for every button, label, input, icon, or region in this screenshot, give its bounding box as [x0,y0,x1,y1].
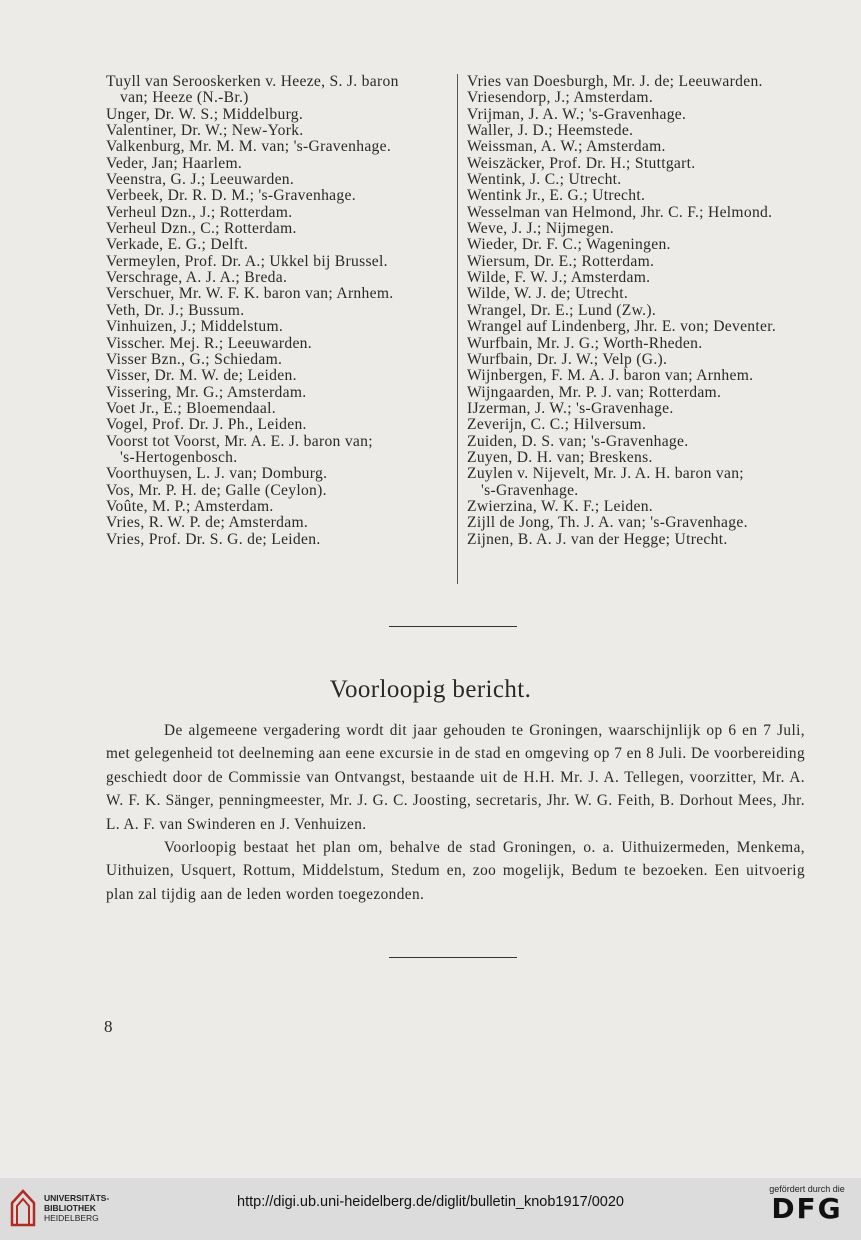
member-entry [467,172,815,188]
member-entry-text: Verschrage, A. J. A.; Breda. [106,269,288,287]
member-entry-text: Wentink Jr., E. G.; Utrecht. [467,187,646,205]
member-entry [106,352,454,368]
member-entry-text: Wijnbergen, F. M. A. J. baron van; Arnhem. [467,367,754,385]
member-entry [106,286,454,302]
member-entry-text: Visser Bzn., G.; Schiedam. [106,350,283,368]
member-entry-text: Unger, Dr. W. S.; Middelburg. [106,105,304,123]
dfg-logo-text: DFG [771,1192,843,1225]
member-entry [106,368,454,384]
member-entry [467,286,815,302]
member-entry [106,532,454,548]
member-entry-text: Vrijman, J. A. W.; 's-Gravenhage. [467,105,687,123]
member-entry-text: Voorthuysen, L. J. van; Domburg. [106,465,328,483]
member-entry-text: Verheul Dzn., J.; Rotterdam. [106,203,293,221]
member-entry-text: Weissman, A. W.; Amsterdam. [467,138,666,156]
member-entry [467,139,815,155]
member-entry [106,515,454,531]
member-list-left [106,74,454,548]
paragraph: De algemeene vergadering wordt dit jaar gehouden te Groningen, waarschijnlijk op 6 en 7 Juli, met gelegenheid tot deelneming aan eene excursie in de stad en omgeving op 7 en 8 Juli. De voorbereiding geschiedt door de Commissie van Ontvangst, bestaande uit de H.H. Mr. J. A. Tellegen, voorzitter, Mr. A. W. F. K. Sänger, penningmeester, Mr. J. G. C. Joosting, secretaris, Jhr. W. G. Feith, B. Dorhout Mees, Jhr. L. A. F. van Swinderen en J. Venhuizen. [106,722,805,833]
member-entry [467,303,815,319]
member-entry [467,368,815,384]
member-entry [106,221,454,237]
member-entry-text: Vries van Doesburgh, Mr. J. de; Leeuwarden. [467,73,763,90]
member-entry [467,188,815,204]
member-entry [467,499,815,515]
member-entry-text: Zijll de Jong, Th. J. A. van; 's-Gravenhage. [467,514,748,532]
member-entry-text: Verbeek, Dr. R. D. M.; 's-Gravenhage. [106,187,356,205]
member-entry-text: Wijngaarden, Mr. P. J. van; Rotterdam. [467,383,722,401]
member-entry [467,205,815,221]
member-entry-text: Vries, R. W. P. de; Amsterdam. [106,514,309,532]
member-entry-text: Veenstra, G. J.; Leeuwarden. [106,171,295,189]
member-entry-text: Valkenburg, Mr. M. M. van; 's-Gravenhage. [106,138,392,156]
member-entry-text: Vinhuizen, J.; Middelstum. [106,318,284,336]
member-entry-continuation: 's-Hertogenbosch. [120,448,238,466]
member-entry [106,319,454,335]
member-entry [467,515,815,531]
member-entry [467,107,815,123]
member-entry-continuation: 's-Gravenhage. [481,481,579,499]
member-entry [467,352,815,368]
member-entry [467,385,815,401]
member-entry [467,90,815,106]
section-rule-top [389,626,517,627]
member-entry-text: Wieder, Dr. F. C.; Wageningen. [467,236,671,254]
member-entry [467,237,815,253]
member-entry-text: Voet Jr., E.; Bloemendaal. [106,399,276,417]
member-entry [467,270,815,286]
member-entry [106,303,454,319]
member-entry-text: Verkade, E. G.; Delft. [106,236,249,254]
member-entry-text: Visscher. Mej. R.; Leeuwarden. [106,334,312,352]
page-number: 8 [104,1017,113,1036]
section-body [106,719,805,906]
member-entry-text: Vries, Prof. Dr. S. G. de; Leiden. [106,530,321,548]
member-entry [467,336,815,352]
member-entry-text: Vissering, Mr. G.; Amsterdam. [106,383,307,401]
member-entry-continuation: van; Heeze (N.-Br.) [120,89,249,107]
member-entry [467,450,815,466]
member-entry [106,172,454,188]
member-entry [106,107,454,123]
library-name-line2: BIBLIOTHEK [44,1203,96,1213]
member-entry [106,336,454,352]
member-entry-text: Wurfbain, Dr. J. W.; Velp (G.). [467,350,668,368]
member-entry-text: Wurfbain, Mr. J. G.; Worth-Rheden. [467,334,703,352]
member-entry-text: Voorst tot Voorst, Mr. A. E. J. baron van; [106,432,373,450]
column-divider [457,74,458,584]
member-entry [106,466,454,482]
member-entry [106,156,454,172]
member-entry [106,270,454,286]
member-entry-text: Weve, J. J.; Nijmegen. [467,220,614,238]
section-rule-bottom [389,957,517,958]
member-entry [467,466,815,499]
library-name-line1: UNIVERSITÄTS- [44,1193,110,1203]
member-entry-text: Wilde, F. W. J.; Amsterdam. [467,269,651,287]
member-entry [467,254,815,270]
member-entry [106,205,454,221]
viewer-footer [0,1178,861,1240]
member-entry-text: Verschuer, Mr. W. F. K. baron van; Arnhem. [106,285,394,303]
permalink-url[interactable]: http://digi.ub.uni-heidelberg.de/diglit/bulletin_knob1917/0020 [237,1194,624,1210]
member-entry-text: Tuyll van Serooskerken v. Heeze, S. J. baron [106,73,399,90]
member-entry-text: IJzerman, J. W.; 's-Gravenhage. [467,399,674,417]
member-entry-text: Vriesendorp, J.; Amsterdam. [467,89,654,107]
member-entry-text: Verheul Dzn., C.; Rotterdam. [106,220,297,238]
member-entry [106,417,454,433]
member-entry-text: Vermeylen, Prof. Dr. A.; Ukkel bij Brussel. [106,252,388,270]
member-entry-text: Zuiden, D. S. van; 's-Gravenhage. [467,432,689,450]
member-entry [467,74,815,90]
member-entry-text: Wrangel, Dr. E.; Lund (Zw.). [467,301,657,319]
library-name-line3: HEIDELBERG [44,1213,99,1223]
section-title: Voorloopig bericht. [329,676,532,703]
member-list-right [467,74,815,548]
funder-logo[interactable] [763,1184,851,1224]
member-entry-text: Zijnen, B. A. J. van der Hegge; Utrecht. [467,530,728,548]
member-entry-text: Veder, Jan; Haarlem. [106,154,243,172]
member-entry [467,417,815,433]
member-entry [106,74,454,107]
member-entry-text: Wesselman van Helmond, Jhr. C. F.; Helmond. [467,203,773,221]
member-entry-text: Weiszäcker, Prof. Dr. H.; Stuttgart. [467,154,696,172]
member-entry [467,434,815,450]
member-entry-text: Vos, Mr. P. H. de; Galle (Ceylon). [106,481,327,499]
member-entry [467,123,815,139]
member-entry [106,139,454,155]
member-entry-text: Valentiner, Dr. W.; New-York. [106,122,304,140]
member-entry [106,401,454,417]
member-entry-text: Wiersum, Dr. E.; Rotterdam. [467,252,655,270]
member-entry-text: Voûte, M. P.; Amsterdam. [106,497,274,515]
member-entry-text: Vogel, Prof. Dr. J. Ph., Leiden. [106,416,307,434]
member-entry-text: Waller, J. D.; Heemstede. [467,122,634,140]
member-entry-text: Visser, Dr. M. W. de; Leiden. [106,367,297,385]
member-entry [467,221,815,237]
member-entry [467,156,815,172]
member-entry [106,123,454,139]
funded-by-label: gefördert durch die [769,1184,845,1194]
member-entry [106,483,454,499]
member-entry [106,499,454,515]
member-entry [467,532,815,548]
member-entry-text: Zuylen v. Nijevelt, Mr. J. A. H. baron van; [467,465,744,483]
member-entry [106,385,454,401]
member-entry [106,254,454,270]
member-entry [106,434,454,467]
member-entry [106,188,454,204]
member-entry [467,319,815,335]
member-entry-text: Zwierzina, W. K. F.; Leiden. [467,497,654,515]
member-entry-text: Veth, Dr. J.; Bussum. [106,301,245,319]
paragraph: Voorloopig bestaat het plan om, behalve de stad Groningen, o. a. Uithuizermeden, Menkema, Uithuizen, Usquert, Rottum, Middelstum, Stedum en, zoo mogelijk, Bedum te bezoeken. Een uitvoerig plan zal tijdig aan de leden worden toegezonden. [106,839,805,903]
member-entry-text: Wilde, W. J. de; Utrecht. [467,285,629,303]
member-entry-text: Zuyen, D. H. van; Breskens. [467,448,653,466]
member-entry [106,237,454,253]
member-entry [467,401,815,417]
member-entry-text: Wentink, J. C.; Utrecht. [467,171,622,189]
member-entry-text: Zeverijn, C. C.; Hilversum. [467,416,647,434]
member-entry-text: Wrangel auf Lindenberg, Jhr. E. von; Deventer. [467,318,777,336]
